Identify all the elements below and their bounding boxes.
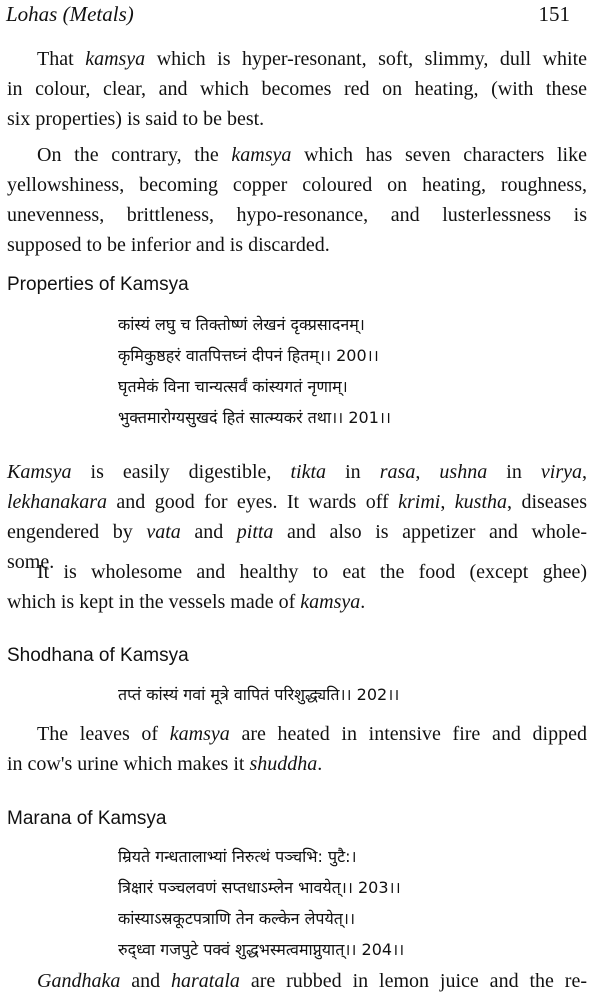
text-line: It is wholesome and healthy to eat the food (except ghee)	[37, 561, 587, 583]
paragraph-vessels	[7, 557, 587, 617]
verse-line: तप्तं कांस्यं गवां मूत्रे वापितं परिशुद्ध्यति।। 202।।	[118, 685, 400, 704]
text-line: engendered by vata and pitta and also is appetizer and whole-	[7, 521, 587, 543]
running-head: Lohas (Metals)	[6, 2, 134, 26]
text-line: The leaves of kamsya are heated in intensive fire and dipped	[37, 723, 587, 745]
page-number: 151	[538, 2, 570, 26]
sanskrit-verses-shodhana	[118, 679, 399, 710]
text-line: in cow's urine which makes it shuddha.	[7, 753, 323, 775]
text-line: That kamsya which is hyper-resonant, soft, slimmy, dull white	[37, 48, 587, 70]
sanskrit-verses-properties	[118, 309, 391, 433]
verse-line: घृतमेकं विना चान्यत्सर्वं कांस्यगतं नृणाम्।	[118, 377, 348, 396]
text-line: in colour, clear, and which becomes red on heating, (with these	[7, 78, 587, 100]
paragraph-shodhana	[7, 719, 587, 779]
paragraph-inferior-kamsya	[7, 140, 587, 260]
text-line: On the contrary, the kamsya which has seven characters like	[37, 144, 587, 166]
verse-line: रुद्ध्वा गजपुटे पक्वं शुद्धभस्मत्वमाप्नुयात्।। 204।।	[118, 940, 405, 959]
verse-line: कृमिकुष्ठहरं वातपित्तघ्नं दीपनं हितम्।। 200।।	[118, 346, 379, 365]
text-line: Kamsya is easily digestible, tikta in rasa, ushna in virya,	[7, 461, 587, 483]
section-heading-properties: Properties of Kamsya	[7, 274, 189, 295]
sanskrit-verses-marana	[118, 841, 404, 965]
paragraph-marana	[7, 966, 587, 996]
verse-line: म्रियते गन्धतालाभ्यां निरुत्थं पञ्चभि: पुटै:।	[118, 847, 357, 866]
text-line: Gandhaka and haratala are rubbed in lemon juice and the re-	[37, 970, 587, 992]
verse-line: कांस्याऽस्रकूटपत्राणि तेन कल्केन लेपयेत्।।	[118, 909, 356, 928]
section-heading-marana: Marana of Kamsya	[7, 808, 167, 829]
text-line: some.	[7, 551, 55, 573]
page-header	[0, 0, 600, 28]
section-heading-shodhana: Shodhana of Kamsya	[7, 645, 189, 666]
verse-line: कांस्यं लघु च तिक्तोष्णं लेखनं दृक्प्रसादनम्।	[118, 315, 365, 334]
verse-line: त्रिक्षारं पञ्चलवणं सप्तधाऽम्लेन भावयेत्।। 203।।	[118, 878, 401, 897]
verse-line: भुक्तमारोग्यसुखदं हितं सात्म्यकरं तथा।। 201।।	[118, 408, 391, 427]
text-line: which is kept in the vessels made of kamsya.	[7, 591, 366, 613]
paragraph-best-kamsya	[7, 44, 587, 134]
text-line: supposed to be inferior and is discarded.	[7, 234, 330, 256]
text-line: lekhanakara and good for eyes. It wards off krimi, kustha, diseases	[7, 491, 587, 513]
text-line: yellowshiness, becoming copper coloured on heating, roughness,	[7, 174, 587, 196]
text-line: six properties) is said to be best.	[7, 108, 265, 130]
text-line: unevenness, brittleness, hypo-resonance, and lusterlessness is	[7, 204, 587, 226]
